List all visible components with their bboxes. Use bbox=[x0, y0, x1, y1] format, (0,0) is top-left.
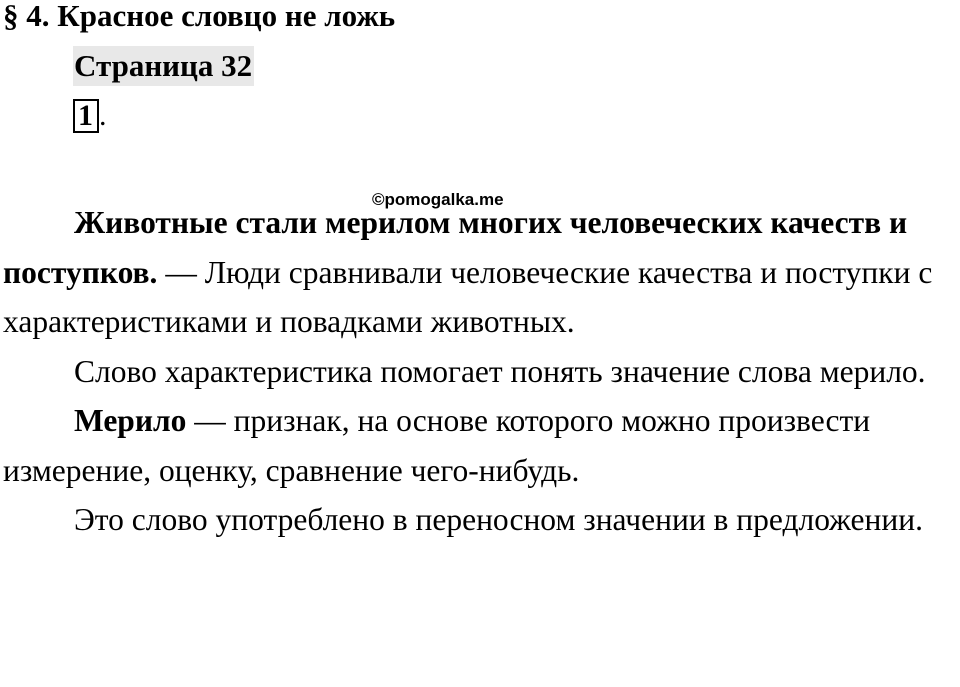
paragraph-3-text: — признак, на основе которого можно произвести измерение, оценку, сравнение чего-нибудь. bbox=[3, 403, 871, 488]
paragraph-1-text: — Люди сравнивали человеческие качества и поступки с характеристиками и повадками животных. bbox=[3, 254, 933, 339]
paragraph-3-bold: Мерило bbox=[74, 403, 187, 438]
paragraph-2-text: Слово характеристика помогает понять значение слова мерило. bbox=[74, 353, 926, 389]
section-title: § 4. Красное словцо не ложь bbox=[3, 0, 396, 33]
watermark: ©pomogalka.me bbox=[372, 190, 504, 209]
paragraph-2 bbox=[3, 347, 960, 397]
task-number bbox=[73, 99, 107, 133]
paragraph-4 bbox=[3, 495, 960, 545]
task-number-suffix: . bbox=[99, 99, 107, 132]
paragraph-1-bold: Животные стали мерилом многих человеческих качеств и поступков. bbox=[3, 205, 908, 290]
task-number-box: 1 bbox=[73, 99, 99, 133]
answer-text bbox=[3, 198, 960, 545]
paragraph-1 bbox=[3, 198, 960, 347]
paragraph-4-text: Это слово употреблено в переносном значении в предложении. bbox=[74, 502, 923, 537]
paragraph-3 bbox=[3, 396, 960, 495]
page-heading: Страница 32 bbox=[73, 46, 254, 86]
